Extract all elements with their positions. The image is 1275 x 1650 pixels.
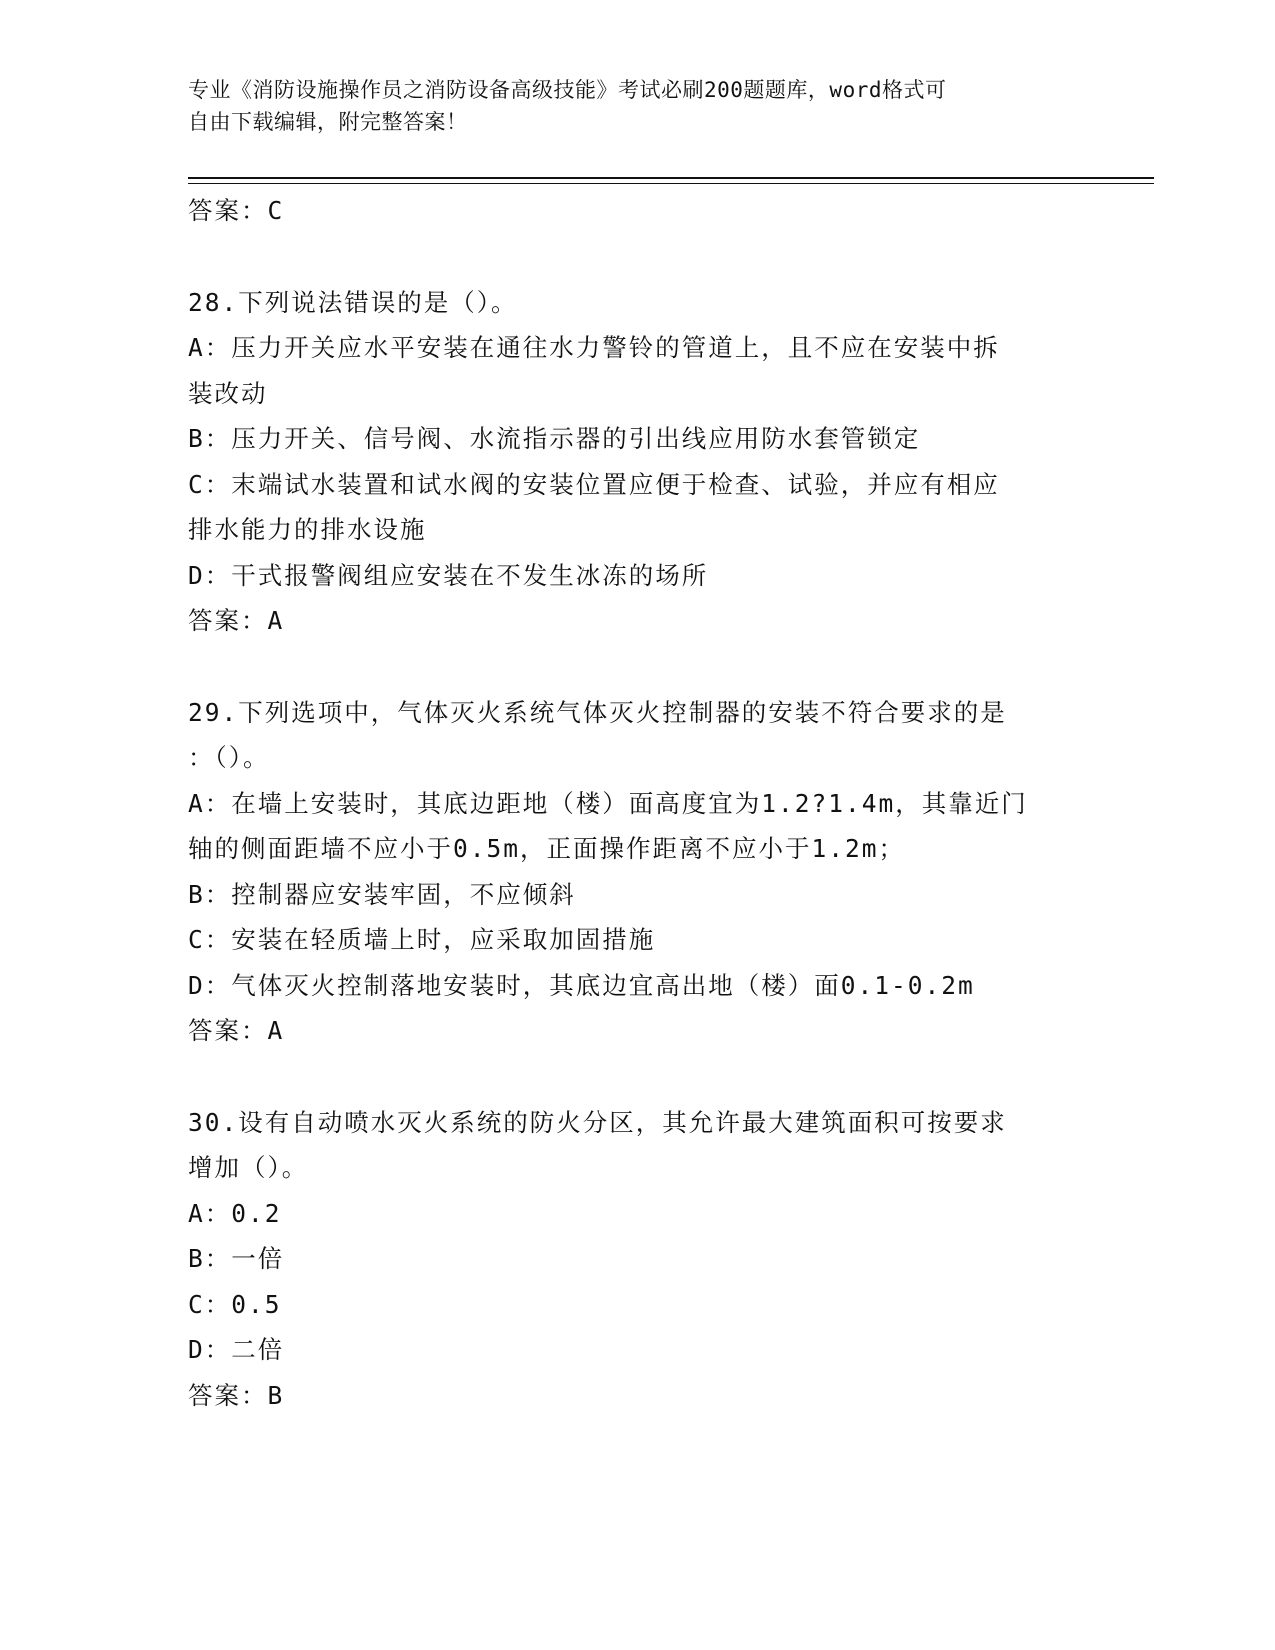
header-line-1: 专业《消防设施操作员之消防设备高级技能》考试必刷200题题库，word格式可 bbox=[188, 78, 947, 102]
question-30 bbox=[188, 1100, 1088, 1419]
option-a: A：压力开关应水平安装在通往水力警铃的管道上，且不应在安装中拆 bbox=[188, 333, 1000, 362]
option-c-cont: 排水能力的排水设施 bbox=[188, 515, 427, 544]
question-stem: 28.下列说法错误的是（）。 bbox=[188, 287, 518, 317]
question-29 bbox=[188, 690, 1088, 1054]
option-a-cont: 装改动 bbox=[188, 378, 268, 408]
option-d: D：二倍 bbox=[188, 1335, 285, 1364]
option-a: A：在墙上安装时，其底边距地（楼）面高度宜为1.2?1.4m，其靠近门 bbox=[188, 788, 1028, 818]
answer: 答案：A bbox=[188, 606, 285, 635]
answer: 答案：B bbox=[188, 1380, 285, 1410]
previous-answer: 答案：C bbox=[188, 196, 285, 225]
option-b: B：一倍 bbox=[188, 1244, 285, 1273]
document-header bbox=[188, 74, 1068, 138]
option-c: C：安装在轻质墙上时，应采取加固措施 bbox=[188, 925, 656, 954]
option-a-cont: 轴的侧面距墙不应小于0.5m，正面操作距离不应小于1.2m； bbox=[188, 834, 905, 863]
question-28 bbox=[188, 280, 1088, 644]
spacer bbox=[188, 644, 1088, 690]
answer: 答案：A bbox=[188, 1016, 285, 1045]
question-stem-cont: ：（）。 bbox=[188, 743, 270, 772]
header-divider-thin bbox=[188, 183, 1154, 184]
question-list bbox=[188, 188, 1088, 1418]
option-a: A：0.2 bbox=[188, 1198, 282, 1228]
question-stem: 30.设有自动喷水灭火系统的防火分区，其允许最大建筑面积可按要求 bbox=[188, 1107, 1007, 1137]
header-line-2: 自由下载编辑，附完整答案！ bbox=[188, 110, 468, 134]
option-c: C：0.5 bbox=[188, 1289, 282, 1319]
option-b: B：压力开关、信号阀、水流指示器的引出线应用防水套管锁定 bbox=[188, 424, 921, 453]
option-c: C：末端试水装置和试水阀的安装位置应便于检查、试验，并应有相应 bbox=[188, 469, 1000, 499]
header-divider bbox=[188, 177, 1154, 179]
option-b: B：控制器应安装牢固，不应倾斜 bbox=[188, 879, 576, 909]
spacer bbox=[188, 1054, 1088, 1100]
option-d: D：干式报警阀组应安装在不发生冰冻的场所 bbox=[188, 560, 709, 590]
spacer bbox=[188, 234, 1088, 280]
option-d: D：气体灭火控制落地安装时，其底边宜高出地（楼）面0.1-0.2m bbox=[188, 970, 975, 1000]
question-stem-cont: 增加（）。 bbox=[188, 1153, 309, 1182]
question-stem: 29.下列选项中，气体灭火系统气体灭火控制器的安装不符合要求的是 bbox=[188, 697, 1007, 727]
